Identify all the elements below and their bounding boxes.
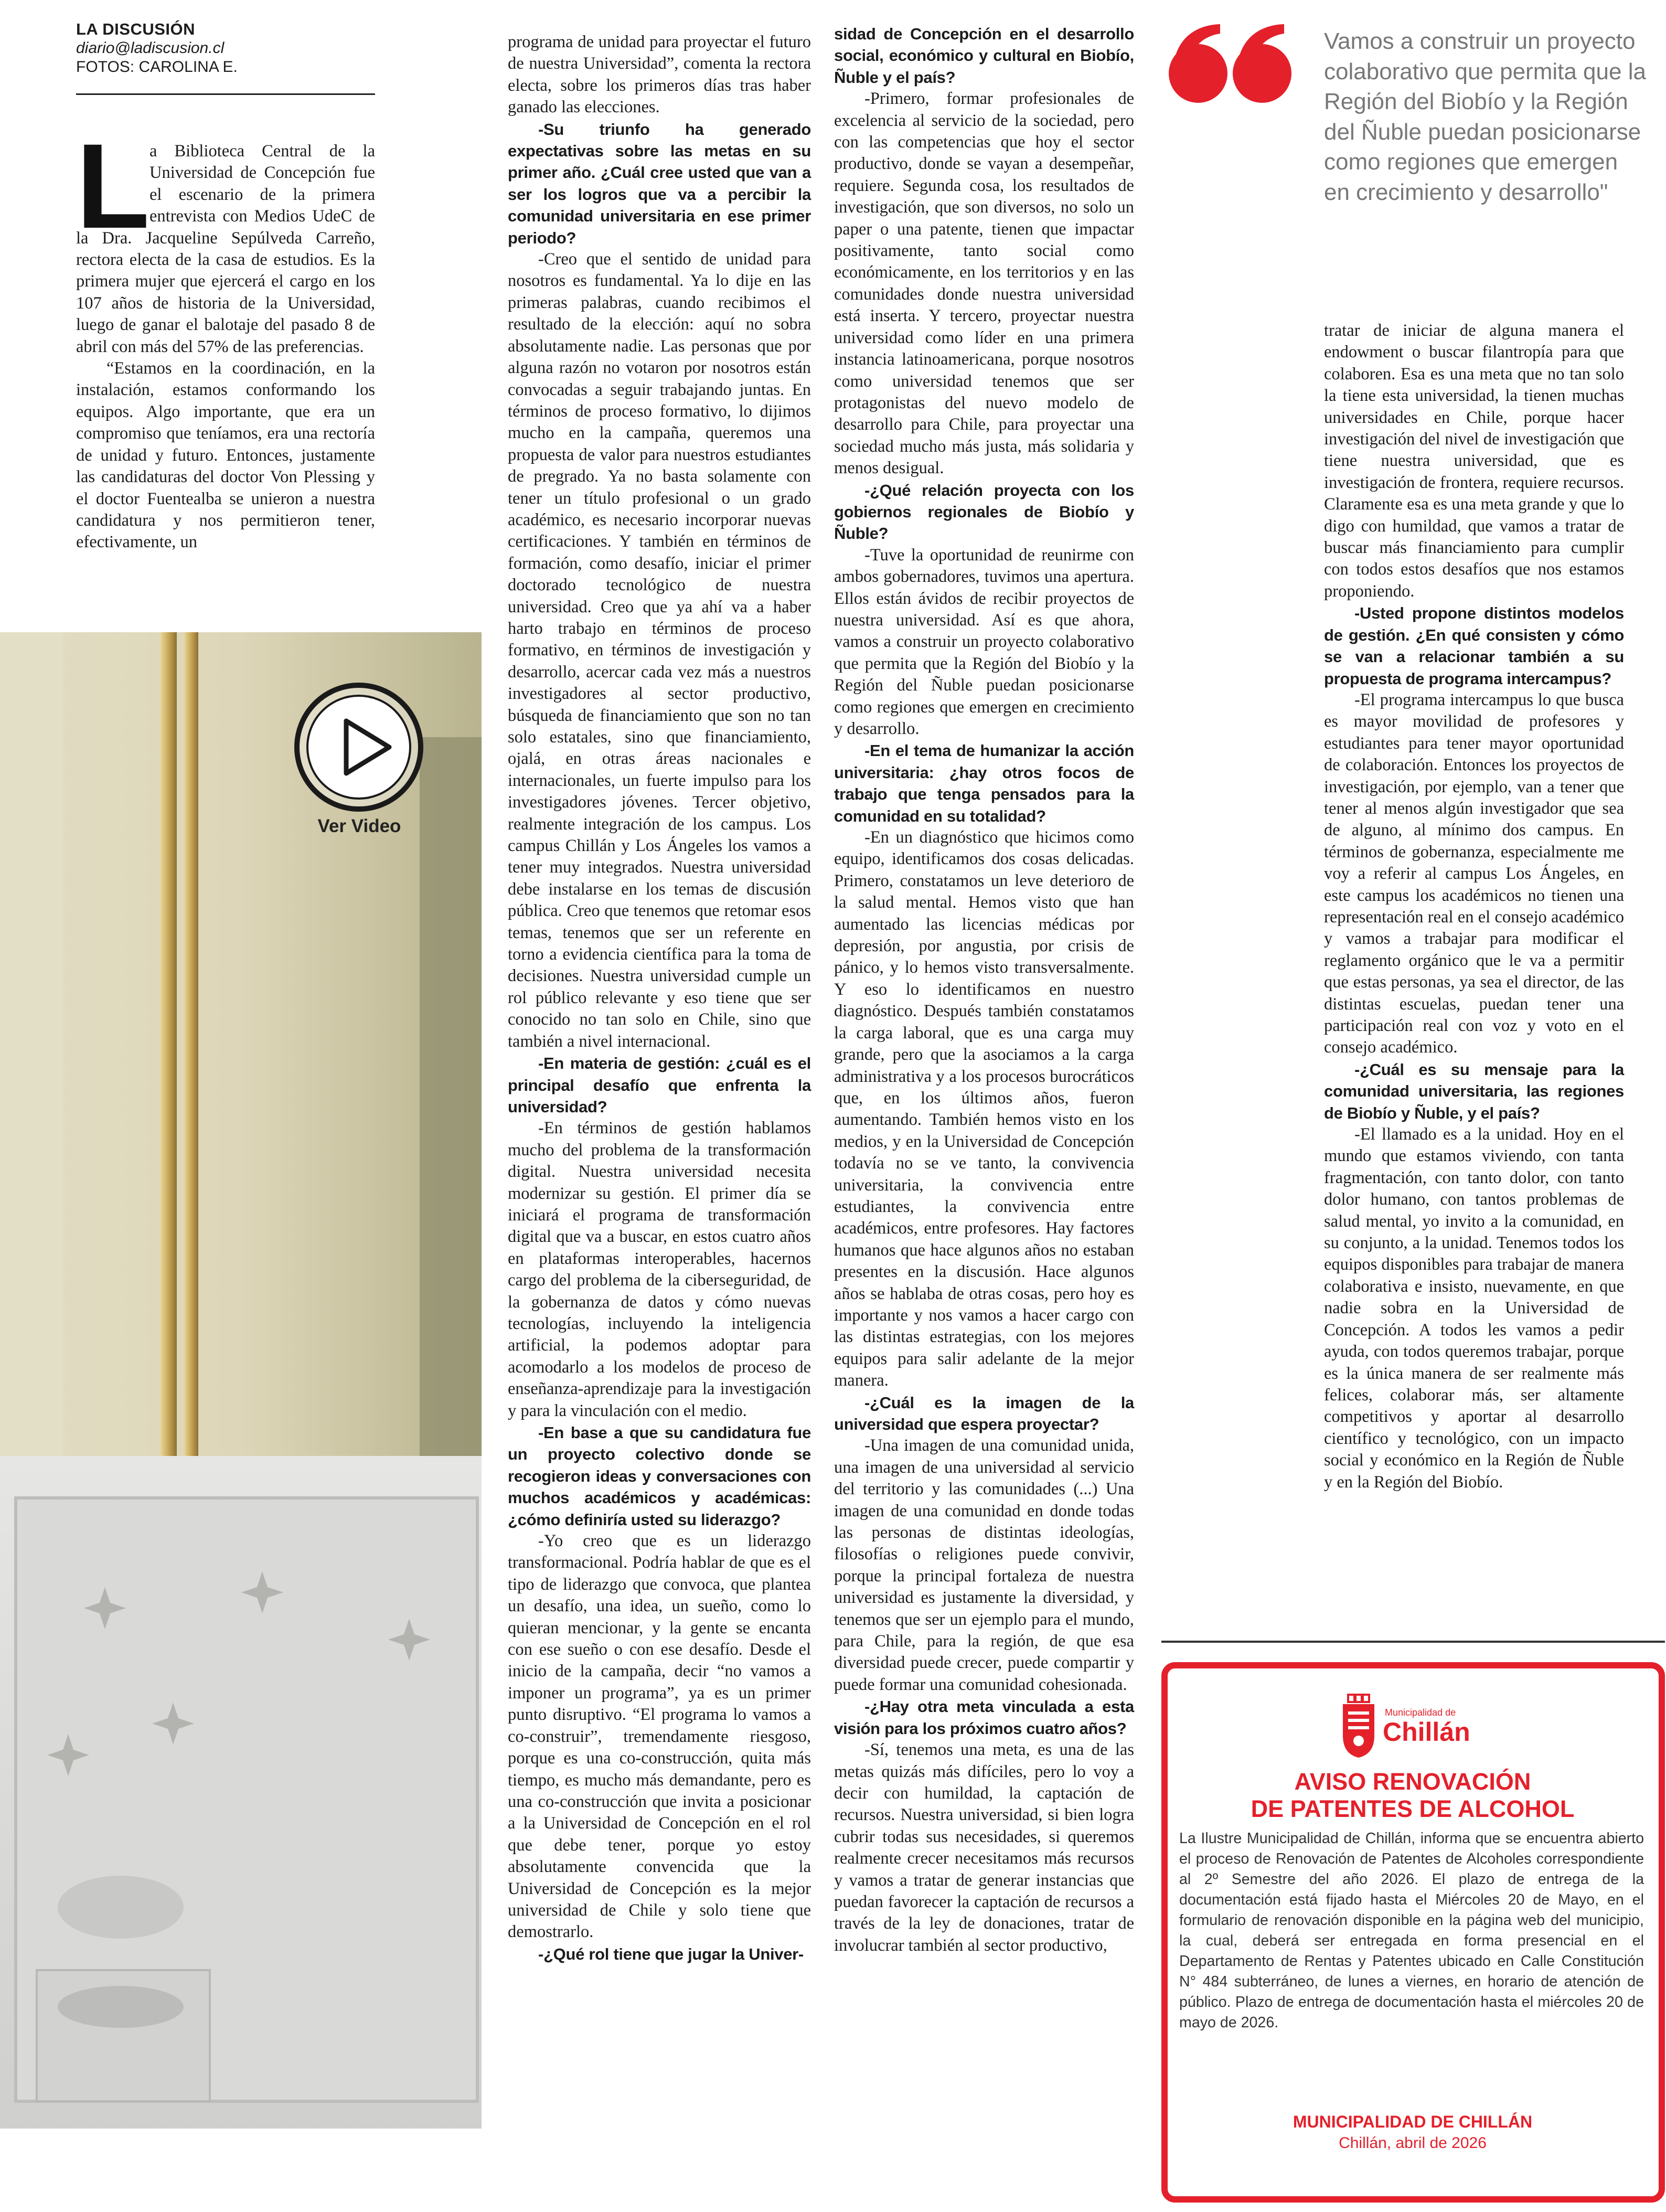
answer: -En un diagnóstico que hicimos como equipo, identificamos dos cosas delicadas. Primero, constatamos un leve deterioro de la salud mental. Hemos visto que han aumentado las licencias médicas por depresión, por angustia, por crisis de pánico, y lo hemos visto transversalmente. Y eso lo identificamos en nuestro diagnóstico. Después también constatamos la carga laboral, que es una carga muy grande, pero que la asociamos a la carga administrativa y a los procesos burocráticos que, en los últimos años, fueron aumentando. También hemos visto en los medios, y en la Universidad de Concepción todavía no se ve tanto, la convivencia universitaria, la convivencia entre estudiantes, la convivencia entre académicos, entre profesores. Hay factores humanos que hace algunos años no estaban presentes en la discusión. Hace algunos años se hablaba de otras cosas, pero hoy es importante y nos vamos a hacer cargo con las distintas estrategias, con los mejores equipos para salir adelante de la mejor manera. (834, 828, 1134, 1390)
ad-signature: MUNICIPALIDAD DE CHILLÁN (1293, 2112, 1533, 2131)
play-icon (294, 682, 424, 812)
answer: -Primero, formar profesionales de excelencia al servicio de la sociedad, pero con las competencias que hoy el sector productivo, donde se vayan a desempeñar, requiere. Segunda cosa, los resultados de investigación, que son diversos, no solo un paper o una patente, tienen que impactar positivamente, tanto social como económicamente, en los territorios y en las comunidades donde nuestra universidad está inserta. Y tercero, proyectar nuestra universidad como líder en una primera instancia latinoamericana, porque nosotros como universidad tenemos que ser protagonistas del nuevo modelo de desarrollo para Chile, para proyectar una sociedad mucho más justa, más solidaria y menos desigual. (834, 89, 1134, 478)
municipality-logo (1338, 1688, 1495, 1762)
answer: -Yo creo que es un liderazgo transformacional. Podría hablar de que es el tipo de liderazgo que convoca, que plantea un desafío, una idea, un sueño, como lo quieran mencionar, y la gente se encanta con ese sueño o con ese desafío. Desde el inicio de la campaña, decir “no vamos a imponer un programa”, ya es un primer punto disruptivo. “El programa lo vamos a co-construir”, tremendamente riesgoso, porque es una co-construcción, quita más tiempo, es mucho más demandante, pero es una co-construcción que invita a posicionar a la Universidad de Concepción en el rol que debe tener, porque yo estoy absolutamente convencida que la Universidad de Concepción es la mejor universidad de Chile y solo tiene que demostrarlo. (508, 1532, 811, 1942)
answer: -El llamado es a la unidad. Hoy en el mundo que estamos viviendo, con tanta fragmentación, con tanto dolor, con tanto dolor humano, con tantos problemas de salud mental, yo invito a la comunidad, en su conjunto, a la unidad. Tenemos todos los equipos disponibles para trabajar de manera colaborativa e insisto, nuevamente, en que nadie sobra en la Universidad de Concepción. A todos les vamos a pedir ayuda, con todos queremos trabajar, porque es la única manera de ser realmente más felices, colaborar más, ser altamente competitivos y aportar al desarrollo científico y tecnológico, con un impacto social y económico en la Región de Ñuble y en la Región del Biobío. (1324, 1125, 1624, 1492)
ad-headline-line-2: DE PATENTES DE ALCOHOL (1251, 1795, 1575, 1822)
video-label[interactable]: Ver Video (317, 816, 401, 836)
publication-name: LA DISCUSIÓN (76, 20, 196, 38)
question: -Su triunfo ha generado expectativas sobre las metas en su primer año. ¿Cuál cree usted que van a ser los logros que va a percibir la comunidad universitaria en ese primer periodo? (508, 120, 811, 247)
paragraph: “Estamos en la coordinación, en la instalación, estamos conformando los equipos. Algo importante, que era un compromiso que teníamos, era una rectoría de unidad y futuro. Entonces, justamente las candidaturas del doctor Von Plessing y el doctor Fuentealba se unieron a nuestra candidatura y nos permitieron tener, efectivamente, un (76, 359, 375, 552)
ad-headline (1180, 1768, 1645, 1823)
logo-title: Chillán (1383, 1717, 1470, 1747)
ad-body: La Ilustre Municipalidad de Chillán, informa que se encuentra abierto el proceso de Renovación de Patentes de Alcoholes correspondiente al 2º Semestre del año 2026. El plazo de entrega de la documentación está fijado hasta el Miércoles 20 de Mayo, en el formulario de renovación disponible en la página web del municipio, la cual, deberá ser entregada en forma presencial en el Departamento de Rentas y Patentes ubicado en Calle Constitución N° 484 subterráneo, de lunes a viernes, en horario de atención de público. Plazo de entrega de documentación hasta el miércoles 20 de mayo de 2026. (1179, 1830, 1644, 2031)
ad-date: Chillán, abril de 2026 (1339, 2134, 1487, 2152)
logo-subtitle: Municipalidad de (1385, 1707, 1456, 1718)
coat-of-arms-icon (1343, 1694, 1374, 1758)
ad-headline-line-1: AVISO RENOVACIÓN (1294, 1768, 1531, 1795)
answer: -Una imagen de una comunidad unida, una imagen de una universidad al servicio del territorio y las comunidades (...) Una imagen de una comunidad en donde todas las personas de distintas ideologías, filosofías o religiones puede convivir, porque la principal fortaleza de nuestra universidad es justamente la diversidad, y tenemos que ser un ejemplo para el mundo, para Chile, para la región, de que esa diversidad puede crecer, puede compartir y puede formar una comunidad cohesionada. (834, 1436, 1134, 1694)
paragraph: programa de unidad para proyectar el futuro de nuestra Universidad”, comenta la rectora electa, sobre los primeros días tras haber ganado las elecciones. (508, 33, 811, 117)
question: -¿Qué relación proyecta con los gobiernos regionales de Biobío y Ñuble? (834, 481, 1134, 543)
article-column-3 (834, 23, 1134, 1956)
photo-credit: FOTOS: CAROLINA E. (76, 58, 238, 76)
answer: -Creo que el sentido de unidad para nosotros es fundamental. Ya lo dije en las primeras palabras, cuando recibimos el resultado de la elección: aquí no sobra absolutamente nadie. Las personas que por alguna razón no votaron por nosotros están convocadas a seguir trabajando juntas. En términos de proceso formativo, lo dijimos mucho en la campaña, queremos una propuesta de valor para nuestros estudiantes de pregrado. Ya no basta solamente con tener un título profesional o un grado académico, es necesario incorporar nuevas certificaciones. Y también en términos de formación, como desafío, iniciar el primer doctorado tecnológico de nuestra universidad. Creo que ya ahí va a haber harto trabajo en términos de proceso formativo, en términos de investigación y desarrollo, acercar cada vez más a nuestros investigadores al sector productivo, búsqueda de financiamiento que son no tan solo estatales, sino que financiamiento, ojalá, en otras áreas nacionales e internacionales, un fuerte impulso para los investigadores jóvenes. Tercer objetivo, realmente integración de los campus. Los campus Chillán y Los Ángeles los vamos a tener muy integrados. Nuestra universidad debe instalarse en los temas de discusión pública. Creo que tenemos que retomar esos temas, tenemos que ser un referente en torno a evidencia científica para la toma de decisiones. Nuestra universidad cumple un rol público relevante y eso tiene que ser conocido no tan solo en Chile, sino que también a nivel internacional. (508, 250, 811, 1051)
question: -¿Cuál es su mensaje para la comunidad universitaria, las regiones de Biobío y Ñuble, y el país? (1324, 1060, 1624, 1122)
question: -¿Qué rol tiene que jugar la Univer- (538, 1944, 804, 1963)
quote-marks-icon (1161, 21, 1298, 105)
question: -En materia de gestión: ¿cuál es el principal desafío que enfrenta la universidad? (508, 1054, 811, 1116)
pull-quote: Vamos a construir un proyecto colaborativo que permita que la Región del Biobío y la Región del Ñuble puedan posicionarse como regiones que emergen en crecimiento y desarrollo" (1324, 28, 1646, 205)
answer: -Tuve la oportunidad de reunirme con ambos gobernadores, tuvimos una apertura. Ellos están ávidos de recibir proyectos de nuestra universidad. Así es que ahora, vamos a construir un proyecto colaborativo que permita que la Región del Biobío y la Región del Ñuble puedan posicionarse como regiones que emergen en crecimiento y desarrollo. (834, 545, 1134, 738)
article-column-1 (76, 119, 375, 554)
play-video-button[interactable] (294, 682, 424, 812)
byline-divider (76, 93, 375, 95)
article-photo (0, 632, 482, 2129)
lead-paragraph: a Biblioteca Central de la Universidad de Concepción fue el escenario de la primera entrevista con Medios UdeC de la Dra. Jacqueline Sepúlveda Carreño, rectora electa de la casa de estudios. Es la primera mujer que ejercerá el cargo en los 107 años de historia de la Universidad, luego de ganar el balotaje del pasado 8 de abril con más del 57% de las preferencias. (76, 142, 375, 356)
article-column-4 (1324, 320, 1624, 1493)
author-email[interactable]: diario@ladiscusion.cl (76, 39, 225, 57)
question: -¿Cuál es la imagen de la universidad que espera proyectar? (834, 1393, 1134, 1433)
question: -Usted propone distintos modelos de gestión. ¿En qué consisten y cómo se van a relacionar también a su propuesta de programa intercampus? (1324, 604, 1624, 688)
drop-cap: L (76, 119, 150, 253)
paragraph: tratar de iniciar de alguna manera el endowment o buscar filantropía para que colaboren. Esa es una meta que no tan solo la tiene esta universidad, la tienen muchas universidades en Chile, porque hacer investigación del nivel de investigación que tiene nuestra universidad, que es investigación de frontera, requiere recursos. Claramente esa es una meta grande y que lo digo con humildad, que vamos a tratar de buscar más financiamiento para cumplir con todos estos desafíos que nos estamos proponiendo. (1324, 321, 1624, 601)
question: -¿Hay otra meta vinculada a esta visión para los próximos cuatro años? (834, 1697, 1134, 1738)
byline (76, 20, 375, 77)
question: -En el tema de humanizar la acción universitaria: ¿hay otros focos de trabajo que tenga pensados para la comunidad en su totalidad? (834, 741, 1134, 825)
question: -En base a que su candidatura fue un proyecto colectivo donde se recogieron ideas y conversaciones con muchos académicos y académicas: ¿cómo definiría usted su liderazgo? (508, 1423, 811, 1529)
answer: -En términos de gestión hablamos mucho del problema de la transformación digital. Nuestra universidad necesita modernizar su gestión. El primer día se iniciará el programa de transformación digital que va a buscar, en estos cuatro años en plataformas interoperables, hacernos cargo del problema de la ciberseguridad, de la gobernanza de datos y cómo nuevas tecnologías, incluyendo la inteligencia artificial, la podemos adoptar para acomodarlo a los modelos de proceso de enseñanza-aprendizaje para la investigación y para la vinculación con el medio. (508, 1119, 811, 1420)
answer: -El programa intercampus lo que busca es mayor movilidad de profesores y estudiantes para tener mayor oportunidad de colaboración. Entonces los proyectos de investigación, por ejemplo, van a tener que tener al menos algún investigador que sea de alguno, al mínimo dos campus. En términos de gobernanza, especialmente me voy a referir al campus Los Ángeles, en este campus los académicos no tienen una representación real en el consejo académico y vamos a trabajar para modificar el reglamento orgánico que le va a permitir que estas personas, ya sea el director, de las distintas escuelas, puedan tener una participación real con voz y voto en el consejo académico. (1324, 690, 1624, 1057)
answer: -Sí, tenemos una meta, es una de las metas quizás más difíciles, pero lo voy a decir con humildad, la captación de recursos. Nuestra universidad, si bien logra cubrir todas sus necesidades, si queremos realmente crecer necesitamos más recursos y vamos a tratar de generar instancias que puedan favorecer la captación de recursos a través de la ley de donaciones, tratar de involucrar también al sector productivo, (834, 1740, 1134, 1955)
article-column-2 (508, 31, 811, 1965)
question: sidad de Concepción en el desarrollo social, económico y cultural en Biobío, Ñuble y el país? (834, 25, 1134, 87)
section-divider (1161, 1641, 1665, 1643)
